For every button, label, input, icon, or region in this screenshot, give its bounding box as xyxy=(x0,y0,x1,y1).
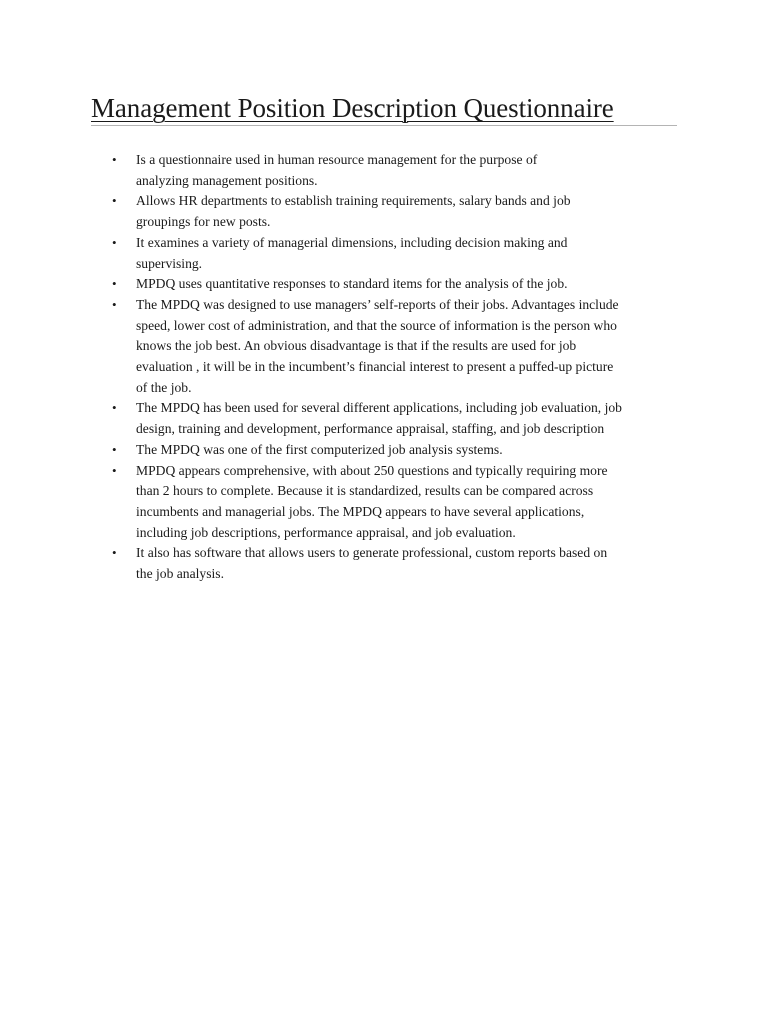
bullet-item xyxy=(112,274,682,295)
bullet-icon: • xyxy=(112,296,117,312)
document-title: Management Position Description Questionnaire xyxy=(91,93,614,123)
bullet-icon: • xyxy=(112,193,117,209)
bullet-item xyxy=(112,398,682,439)
bullet-text: It examines a variety of managerial dimensions, including decision making and supervising. xyxy=(136,234,568,271)
bullet-text: Is a questionnaire used in human resource management for the purpose of analyzing management positions. xyxy=(136,152,538,188)
bullet-icon: • xyxy=(112,400,117,416)
bullet-text: It also has software that allows users to generate professional, custom reports based on the job analysis. xyxy=(136,545,608,582)
bullet-text: MPDQ appears comprehensive, with about 250 questions and typically requiring more than 2 hours to complete. Because it is standardized, results can be compared across incumbents and managerial jobs. The MPDQ appears to have several applications, including job descriptions, performance appraisal, and job evaluation. xyxy=(136,462,608,540)
bullet-item xyxy=(112,233,682,274)
bullet-item xyxy=(112,150,682,191)
bullet-icon: • xyxy=(112,234,117,250)
bullet-item xyxy=(112,295,682,399)
bullet-icon: • xyxy=(112,441,117,457)
bullet-list xyxy=(112,150,682,585)
bullet-item xyxy=(112,440,682,461)
bullet-text: The MPDQ was designed to use managers’ self-reports of their jobs. Advantages include speed, lower cost of administration, and that the source of information is the person who knows the job best. An obvious disadvantage is that if the results are used for job evaluation , it will be in the incumbent’s financial interest to present a puffed-up picture of the job. xyxy=(136,296,619,395)
bullet-item xyxy=(112,543,682,584)
bullet-icon: • xyxy=(112,545,117,561)
bullet-item xyxy=(112,191,682,232)
bullet-icon: • xyxy=(112,152,117,167)
bullet-text: The MPDQ has been used for several different applications, including job evaluation, job design, training and development, performance appraisal, staffing, and job description xyxy=(136,400,622,437)
bullet-text: The MPDQ was one of the first computerized job analysis systems. xyxy=(136,441,503,457)
bullet-text: Allows HR departments to establish training requirements, salary bands and job groupings for new posts. xyxy=(136,193,571,230)
bullet-item xyxy=(112,461,682,544)
bullet-icon: • xyxy=(112,276,117,292)
bullet-icon: • xyxy=(112,462,117,478)
bullet-text: MPDQ uses quantitative responses to standard items for the analysis of the job. xyxy=(136,276,568,292)
title-divider xyxy=(91,125,677,126)
